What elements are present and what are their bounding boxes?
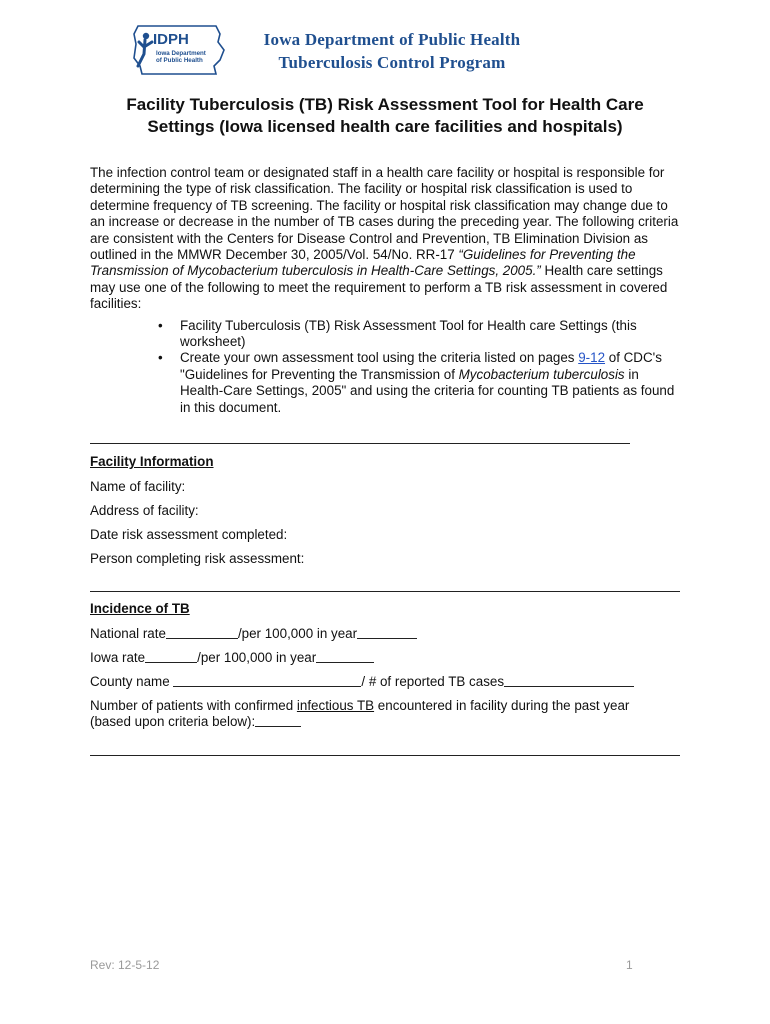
divider — [90, 591, 680, 592]
patients-label-pre: Number of patients with confirmed — [90, 698, 297, 713]
idph-logo — [130, 20, 230, 80]
iowa-rate-field[interactable] — [145, 650, 197, 663]
iowa-map-icon — [130, 20, 230, 80]
logo-subtitle-1: Iowa Department — [156, 50, 206, 57]
logo-subtitle-2: of Public Health — [156, 57, 203, 64]
header-text — [242, 28, 542, 74]
revision-date: Rev: 12-5-12 — [90, 958, 160, 972]
option-2-text-mid: of CDC's "Guidelines for Preventing the Transmission of — [180, 350, 662, 382]
assessor-name-label: Person completing risk assessment: — [90, 551, 305, 566]
title-line-1: Facility Tuberculosis (TB) Risk Assessment Tool for Health Care — [126, 95, 644, 114]
national-rate-label: National rate — [90, 626, 166, 641]
national-year-field[interactable] — [357, 626, 417, 639]
intro-paragraph — [90, 165, 685, 313]
iowa-rate-row — [90, 650, 374, 666]
option-2-italic: Mycobacterium tuberculosis — [458, 366, 625, 382]
document-title — [60, 94, 710, 138]
page-number: 1 — [626, 958, 633, 972]
assessment-date-label: Date risk assessment completed: — [90, 527, 288, 542]
county-name-label: County name — [90, 674, 174, 689]
county-cases-field[interactable] — [504, 674, 634, 687]
pages-link[interactable]: 9-12 — [578, 350, 606, 366]
facility-info-heading: Facility Information — [90, 454, 214, 469]
bullet-icon: • — [158, 350, 163, 366]
iowa-rate-label: Iowa rate — [90, 650, 146, 665]
options-list — [90, 318, 685, 416]
divider — [90, 443, 630, 444]
option-1-text: Facility Tuberculosis (TB) Risk Assessment Tool for Health care Settings (this worksheet) — [180, 317, 637, 350]
intro-text-2: Health care settings may use one of the following to meet the requirement to perform a TB risk assessment in covered facilities: — [90, 263, 668, 312]
divider — [90, 755, 680, 756]
intro-guideline-title: “Guidelines for Preventing the Transmission of Mycobacterium tuberculosis in Health-Care Settings, 2005.” — [90, 247, 636, 279]
county-row — [90, 674, 634, 690]
title-line-2: Settings (Iowa licensed health care facilities and hospitals) — [147, 117, 623, 136]
intro-section — [90, 165, 685, 416]
patients-row-2 — [90, 714, 301, 730]
facility-address-label: Address of facility: — [90, 503, 199, 518]
iowa-rate-per: /per 100,000 in year — [197, 650, 317, 665]
incidence-heading: Incidence of TB — [90, 601, 190, 616]
logo-label: IDPH — [153, 31, 189, 48]
patients-label-post: encountered in facility during the past year — [374, 698, 630, 713]
patients-row — [90, 698, 629, 714]
patients-label-underlined: infectious TB — [296, 698, 375, 713]
page-header — [130, 20, 650, 80]
bullet-icon: • — [158, 317, 163, 333]
option-2-text-pre: Create your own assessment tool using the criteria listed on pages — [180, 350, 579, 366]
county-name-field[interactable] — [173, 674, 361, 687]
county-cases-label: / # of reported TB cases — [361, 674, 505, 689]
option-2-text-post: in Health-Care Settings, 2005" and using the criteria for counting TB patients as found in this document. — [180, 366, 675, 415]
patients-count-field[interactable] — [255, 714, 301, 727]
program-name: Tuberculosis Control Program — [278, 53, 506, 72]
list-item — [90, 318, 685, 351]
department-name: Iowa Department of Public Health — [263, 30, 521, 49]
list-item — [90, 350, 685, 416]
national-rate-field[interactable] — [166, 626, 238, 639]
national-rate-row — [90, 626, 417, 642]
patients-criteria-label: (based upon criteria below): — [90, 714, 256, 729]
iowa-year-field[interactable] — [316, 650, 374, 663]
facility-name-label: Name of facility: — [90, 479, 186, 494]
national-rate-per: /per 100,000 in year — [237, 626, 358, 641]
intro-text-1: The infection control team or designated staff in a health care facility or hospital is responsible for determining the type of risk classification. The facility or hospital risk classification is used to determine frequency of TB screening. The facility or hospital risk classification may change due to an increase or decrease in the number of TB cases during the preceding year. The following criteria are consistent with the Centers for Disease Control and Prevention, TB Elimination Division as outlined in the MMWR December 30, 2005/Vol. 54/No. RR-17 — [90, 165, 679, 263]
